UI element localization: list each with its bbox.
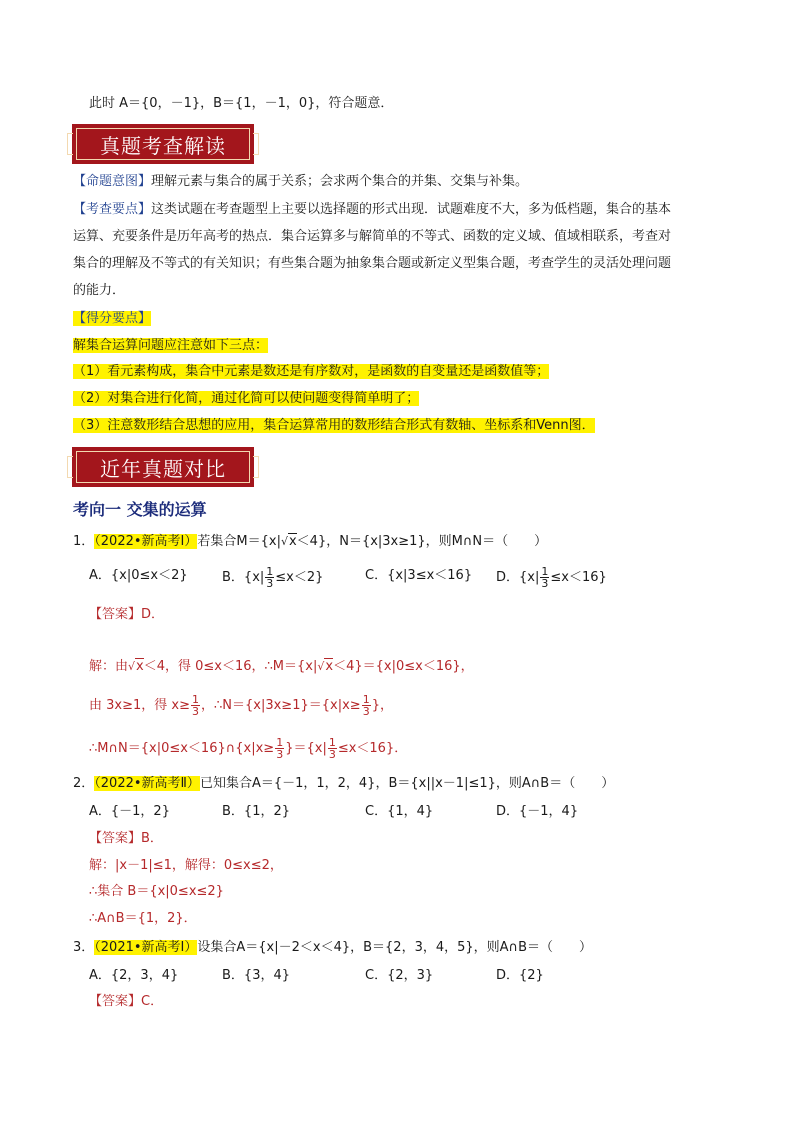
q3-option-a: A．{2，3，4} [89, 968, 179, 983]
section-title: 考向一 交集的运算 [73, 500, 207, 519]
q3-option-b: B．{3，4} [222, 968, 291, 983]
q2-option-d: D．{－1，4} [496, 804, 579, 819]
score-intro: 解集合运算问题应注意如下三点： [73, 338, 269, 353]
intent-text: 理解元素与集合的属于关系；会求两个集合的并集、交集与补集。 [151, 174, 529, 189]
q2-solution-line-3: ∴A∩B＝{1，2}． [89, 911, 197, 926]
q1-option-b: B．{x| $\frac{1}{3}$ ≤x＜2} [222, 565, 324, 590]
q1-solution-line-2: 由 3x≥1，得 x≥ $\frac{1}{3}$ ，∴N＝{x|3x≥1}＝{x|x≥ $\frac{1}{3}$ }， [89, 693, 393, 718]
question-source: （2022•新高考Ⅱ） [94, 776, 200, 791]
intent-paragraph [73, 172, 528, 192]
q2-option-b: B．{1，2} [222, 804, 291, 819]
score-item-1: （1）看元素构成，集合中元素是数还是有序数对，是函数的自变量还是函数值等； [73, 364, 550, 379]
points-label: 【考查要点】 [73, 202, 152, 217]
section-banner-exam-analysis [72, 124, 254, 164]
points-text-1: 这类试题在考查题型上主要以选择题的形式出现．试题难度不大，多为低档题，集合的基本 [151, 202, 672, 217]
score-label: 【得分要点】 [73, 311, 152, 326]
q1-answer: 【答案】D． [89, 607, 165, 622]
q2-answer: 【答案】B． [89, 831, 163, 846]
section-banner-recent-exams [72, 447, 254, 487]
q2-option-c: C．{1，4} [365, 804, 434, 819]
intent-label: 【命题意图】 [73, 174, 152, 189]
points-line-4: 的能力． [73, 283, 126, 298]
question-3-stem: 3．（2021•新高考Ⅰ）设集合A＝{x|－2＜x＜4}，B＝{2，3，4，5}，则A∩B＝（ ） [73, 940, 592, 955]
banner-title: 近年真题对比 [76, 451, 250, 483]
q2-option-a: A．{－1，2} [89, 804, 170, 819]
q2-solution-line-2: ∴集合 B＝{x|0≤x≤2} [89, 884, 224, 899]
q3-answer: 【答案】C． [89, 994, 164, 1009]
points-line-3: 集合的理解及不等式的有关知识；有些集合题为抽象集合题或新定义型集合题，考查学生的灵活处理问题 [73, 256, 672, 271]
q3-option-d: D．{2} [496, 968, 544, 983]
q3-option-c: C．{2，3} [365, 968, 434, 983]
question-1-stem: 1．（2022•新高考Ⅰ）若集合M＝{x|√x＜4}，N＝{x|3x≥1}，则M∩N＝（ ） [73, 534, 548, 549]
intro-line: 此时 A＝{0，－1}，B＝{1，－1，0}，符合题意． [89, 96, 394, 111]
question-source: （2022•新高考Ⅰ） [94, 534, 198, 549]
score-item-3: （3）注意数形结合思想的应用，集合运算常用的数形结合形式有数轴、坐标系和Venn图． [73, 418, 595, 433]
score-item-2: （2）对集合进行化简，通过化简可以使问题变得简单明了； [73, 391, 420, 406]
question-source: （2021•新高考Ⅰ） [94, 940, 198, 955]
points-line-2: 运算、充要条件是历年高考的热点．集合运算多与解简单的不等式、函数的定义域、值域相联系，考查对 [73, 229, 672, 244]
banner-title: 真题考查解读 [76, 128, 250, 160]
q1-solution-line-3: ∴M∩N＝{x|0≤x＜16}∩{x|x≥ $\frac{1}{3}$ }＝{x| $\frac{1}{3}$ ≤x＜16}． [89, 736, 408, 761]
q1-solution-line-1: 解：由√x＜4，得 0≤x＜16，∴M＝{x|√x＜4}＝{x|0≤x＜16}， [89, 659, 474, 674]
q1-option-d: D．{x| $\frac{1}{3}$ ≤x＜16} [496, 565, 607, 590]
q1-option-a: A．{x|0≤x＜2} [89, 568, 188, 583]
q2-solution-line-1: 解：|x－1|≤1，解得：0≤x≤2， [89, 858, 283, 873]
points-line-1 [73, 200, 671, 220]
q1-option-c: C．{x|3≤x＜16} [365, 568, 473, 583]
question-2-stem: 2．（2022•新高考Ⅱ）已知集合A＝{－1，1，2，4}，B＝{x||x－1|≤1}，则A∩B＝（ ） [73, 776, 615, 791]
